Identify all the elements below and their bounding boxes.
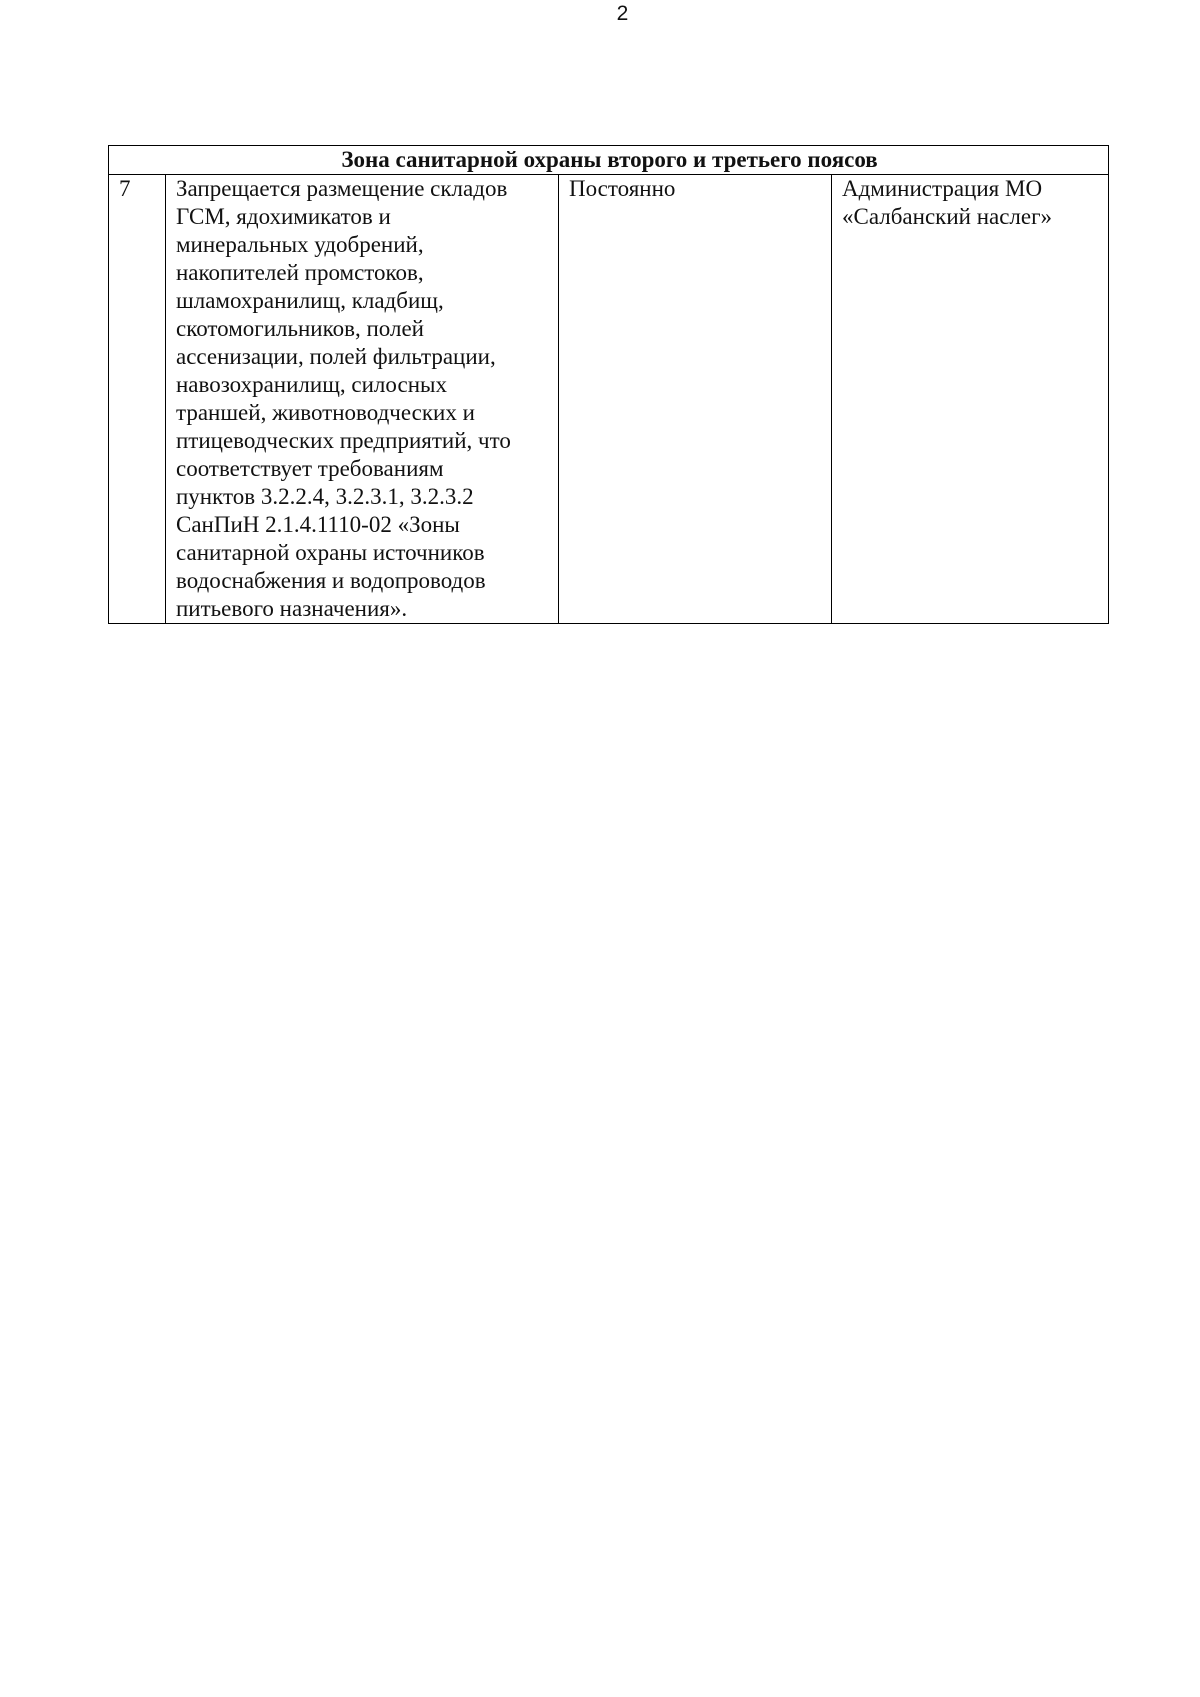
section-header-row [109,146,1109,175]
page-number: 2 [616,2,629,25]
measure-period: Постоянно [559,175,832,624]
table-row [109,175,1109,624]
responsible-party: Администрация МО «Салбанский наслег» [832,175,1109,624]
section-header: Зона санитарной охраны второго и третьего поясов [109,146,1109,175]
measure-description: Запрещается размещение складов ГСМ, ядохимикатов и минеральных удобрений, накопителей промстоков, шламохранилищ, кладбищ, скотомогильников, полей ассенизации, полей фильтрации, навозохранилищ, силосных траншей, животноводческих и птицеводческих предприятий, что соответствует требованиям пунктов 3.2.2.4, 3.2.3.1, 3.2.3.2 СанПиН 2.1.4.1110-02 «Зоны санитарной охраны источников водоснабжения и водопроводов питьевого назначения». [166,175,559,624]
measures-table [108,145,1109,624]
row-number: 7 [109,175,166,624]
